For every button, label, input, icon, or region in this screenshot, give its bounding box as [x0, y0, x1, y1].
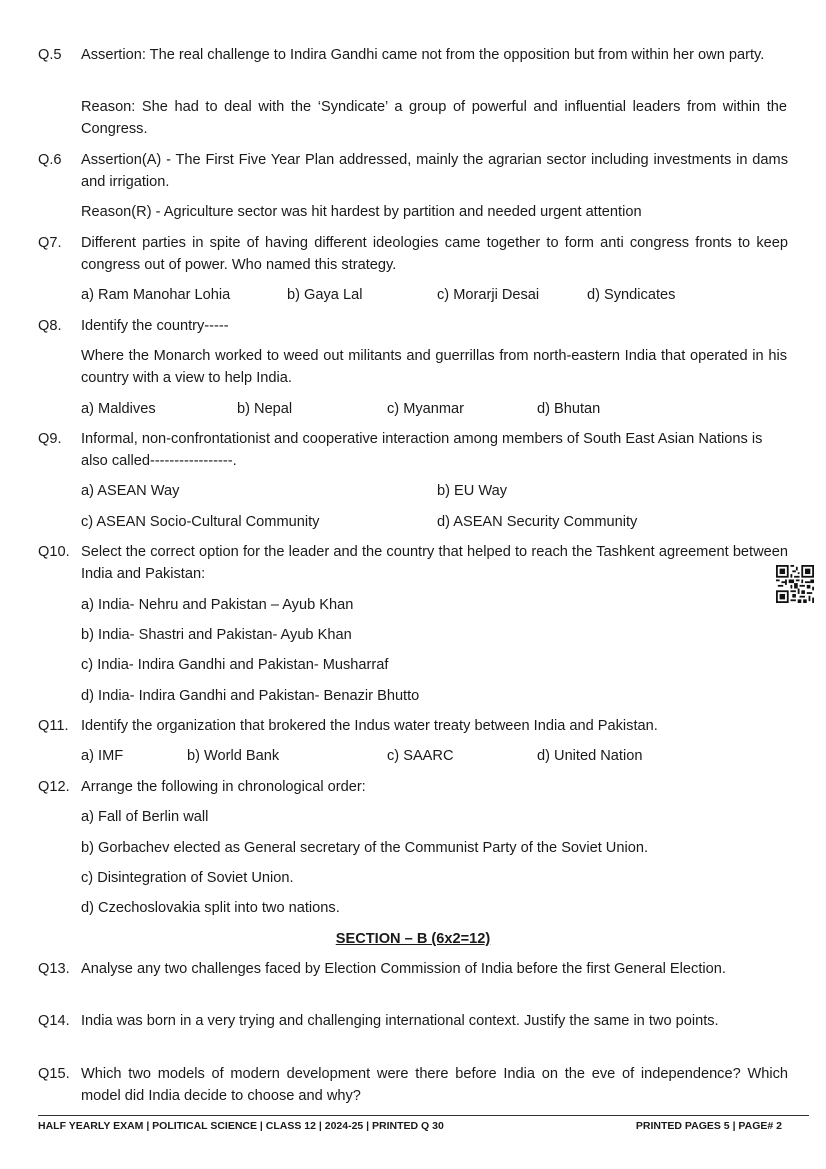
question-15 — [38, 1063, 788, 1107]
question-text: Which two models of modern development were there before India on the eve of independence? Which model did India decide to choose and why? — [81, 1066, 788, 1104]
question-10-option-c: c) India- Indira Gandhi and Pakistan- Musharraf — [81, 657, 389, 673]
section-b-heading: SECTION – B (6x2=12) — [335, 931, 491, 947]
question-7-options — [81, 284, 787, 306]
question-9-options-row-2 — [81, 511, 787, 533]
question-number: Q11. — [38, 718, 69, 734]
question-10-option-b: b) India- Shastri and Pakistan- Ayub Khan — [81, 627, 352, 643]
question-9-options-row-1 — [81, 480, 787, 502]
question-text: Informal, non-confrontationist and cooperative interaction among members of South East Asian Nations is also called-----------------. — [81, 431, 763, 469]
option-c: c) ASEAN Socio-Cultural Community — [81, 514, 320, 530]
option-c: c) Myanmar — [387, 401, 465, 417]
footer-divider — [38, 1115, 809, 1116]
question-text: Identify the country----- — [81, 318, 229, 334]
question-5 — [38, 44, 788, 66]
option-a: a) Maldives — [81, 401, 156, 417]
option-c: c) SAARC — [387, 748, 454, 764]
question-number: Q7. — [38, 235, 62, 251]
question-6 — [38, 149, 788, 193]
question-number: Q14. — [38, 1013, 70, 1029]
question-number: Q.5 — [38, 47, 62, 63]
option-b: b) Gaya Lal — [287, 287, 363, 303]
question-12-option-d: d) Czechoslovakia split into two nations. — [81, 900, 340, 916]
question-10-option-d: d) India- Indira Gandhi and Pakistan- Benazir Bhutto — [81, 688, 420, 704]
question-assertion: Assertion: The real challenge to Indira Gandhi came not from the opposition but from within her own party. — [81, 47, 765, 63]
question-10-option-a: a) India- Nehru and Pakistan – Ayub Khan — [81, 597, 354, 613]
question-8 — [38, 315, 788, 337]
question-8-options — [81, 398, 787, 420]
question-12-option-b: b) Gorbachev elected as General secretary of the Communist Party of the Soviet Union. — [81, 840, 648, 856]
option-d: d) Bhutan — [537, 401, 601, 417]
question-number: Q13. — [38, 961, 70, 977]
option-b: b) Nepal — [237, 401, 293, 417]
footer-page-info: PRINTED PAGES 5 | PAGE# 2 — [635, 1120, 782, 1132]
question-12 — [38, 776, 788, 798]
question-12-option-a: a) Fall of Berlin wall — [81, 809, 209, 825]
question-text: Analyse any two challenges faced by Election Commission of India before the first General Election. — [81, 961, 726, 977]
question-7 — [38, 232, 788, 276]
question-10 — [38, 541, 788, 585]
question-text: Select the correct option for the leader and the country that helped to reach the Tashkent agreement between India and Pakistan: — [81, 544, 788, 582]
question-6-reason: Reason(R) - Agriculture sector was hit hardest by partition and needed urgent attention — [81, 204, 642, 220]
question-12-option-c: c) Disintegration of Soviet Union. — [81, 870, 294, 886]
option-c: c) Morarji Desai — [437, 287, 540, 303]
question-9 — [38, 428, 788, 472]
question-text: Different parties in spite of having different ideologies came together to form anti congress fronts to keep congress out of power. Who named this strategy. — [81, 235, 788, 273]
question-number: Q15. — [38, 1066, 70, 1082]
question-11-options — [81, 745, 787, 767]
question-13 — [38, 958, 788, 980]
qr-code-icon — [776, 565, 814, 603]
question-assertion: Assertion(A) - The First Five Year Plan addressed, mainly the agrarian sector including investments in dams and irrigation. — [81, 152, 788, 190]
option-d: d) Syndicates — [587, 287, 676, 303]
option-b: b) EU Way — [437, 483, 508, 499]
option-d: d) United Nation — [537, 748, 643, 764]
question-text: India was born in a very trying and challenging international context. Justify the same in two points. — [81, 1013, 719, 1029]
question-8-detail: Where the Monarch worked to weed out militants and guerrillas from north-eastern India that operated in his country with a view to help India. — [81, 348, 787, 386]
question-text: Identify the organization that brokered the Indus water treaty between India and Pakistan. — [81, 718, 658, 734]
footer-exam-info: HALF YEARLY EXAM | POLITICAL SCIENCE | CLASS 12 | 2024-25 | PRINTED Q 30 — [38, 1120, 444, 1132]
question-number: Q10. — [38, 544, 70, 560]
question-5-reason: Reason: She had to deal with the ‘Syndicate’ a group of powerful and influential leaders from within the Congress. — [81, 99, 787, 137]
option-a: a) IMF — [81, 748, 124, 764]
question-14 — [38, 1010, 788, 1032]
option-a: a) ASEAN Way — [81, 483, 180, 499]
question-number: Q8. — [38, 318, 62, 334]
question-11 — [38, 715, 788, 737]
question-number: Q.6 — [38, 152, 62, 168]
option-b: b) World Bank — [187, 748, 280, 764]
option-d: d) ASEAN Security Community — [437, 514, 638, 530]
question-number: Q12. — [38, 779, 70, 795]
question-text: Arrange the following in chronological order: — [81, 779, 366, 795]
question-number: Q9. — [38, 431, 62, 447]
option-a: a) Ram Manohar Lohia — [81, 287, 231, 303]
